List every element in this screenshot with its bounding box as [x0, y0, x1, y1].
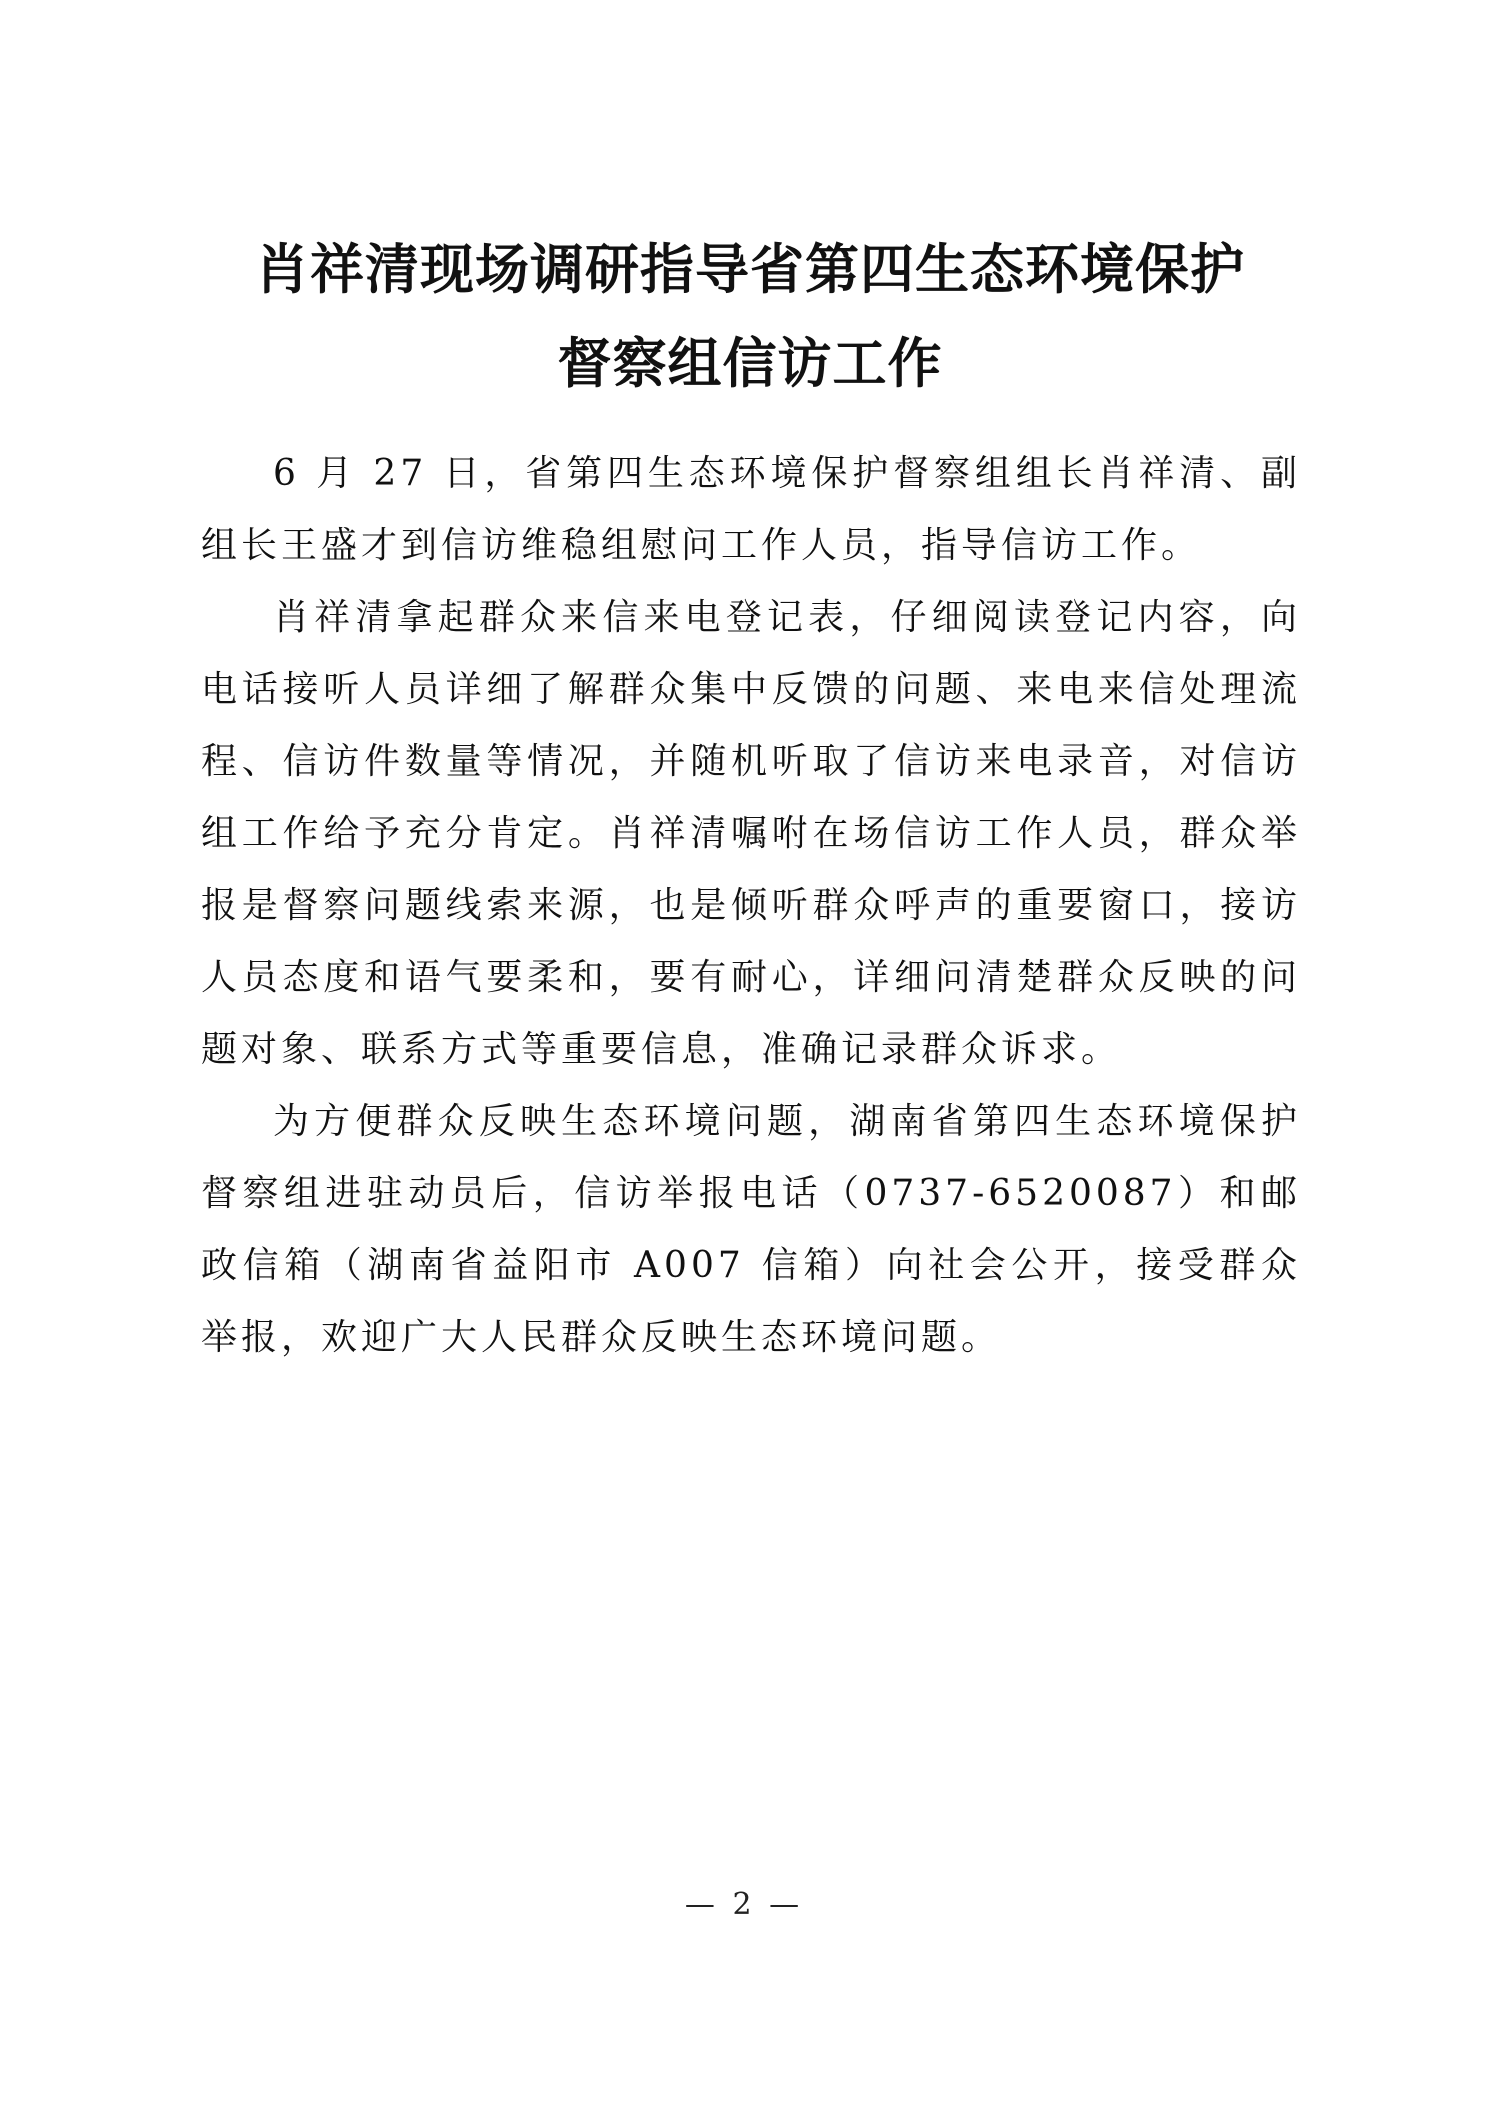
document-body: [201, 438, 1301, 1374]
title-line-2: 督察组信访工作: [557, 331, 943, 395]
paragraph-2: 肖祥清拿起群众来信来电登记表，仔细阅读登记内容，向电话接听人员详细了解群众集中反馈的问题、来电来信处理流程、信访件数量等情况，并随机听取了信访来电录音，对信访组工作给予充分肯定。肖祥清嘱咐在场信访工作人员，群众举报是督察问题线索来源，也是倾听群众呼声的重要窗口，接访人员态度和语气要柔和，要有耐心，详细问清楚群众反映的问题对象、联系方式等重要信息，准确记录群众诉求。: [201, 597, 1301, 1070]
paragraph-1: 6 月 27 日，省第四生态环境保护督察组组长肖祥清、副组长王盛才到信访维稳组慰问工作人员，指导信访工作。: [201, 453, 1301, 566]
page-number: — 2 —: [684, 1887, 804, 1922]
paragraph-3: 为方便群众反映生态环境问题，湖南省第四生态环境保护督察组进驻动员后，信访举报电话（0737-6520087）和邮政信箱（湖南省益阳市 A007 信箱）向社会公开，接受群众举报，欢迎广大人民群众反映生态环境问题。: [201, 1101, 1301, 1358]
document-title: [200, 222, 1300, 410]
title-line-1: 肖祥清现场调研指导省第四生态环境保护: [255, 237, 1245, 301]
